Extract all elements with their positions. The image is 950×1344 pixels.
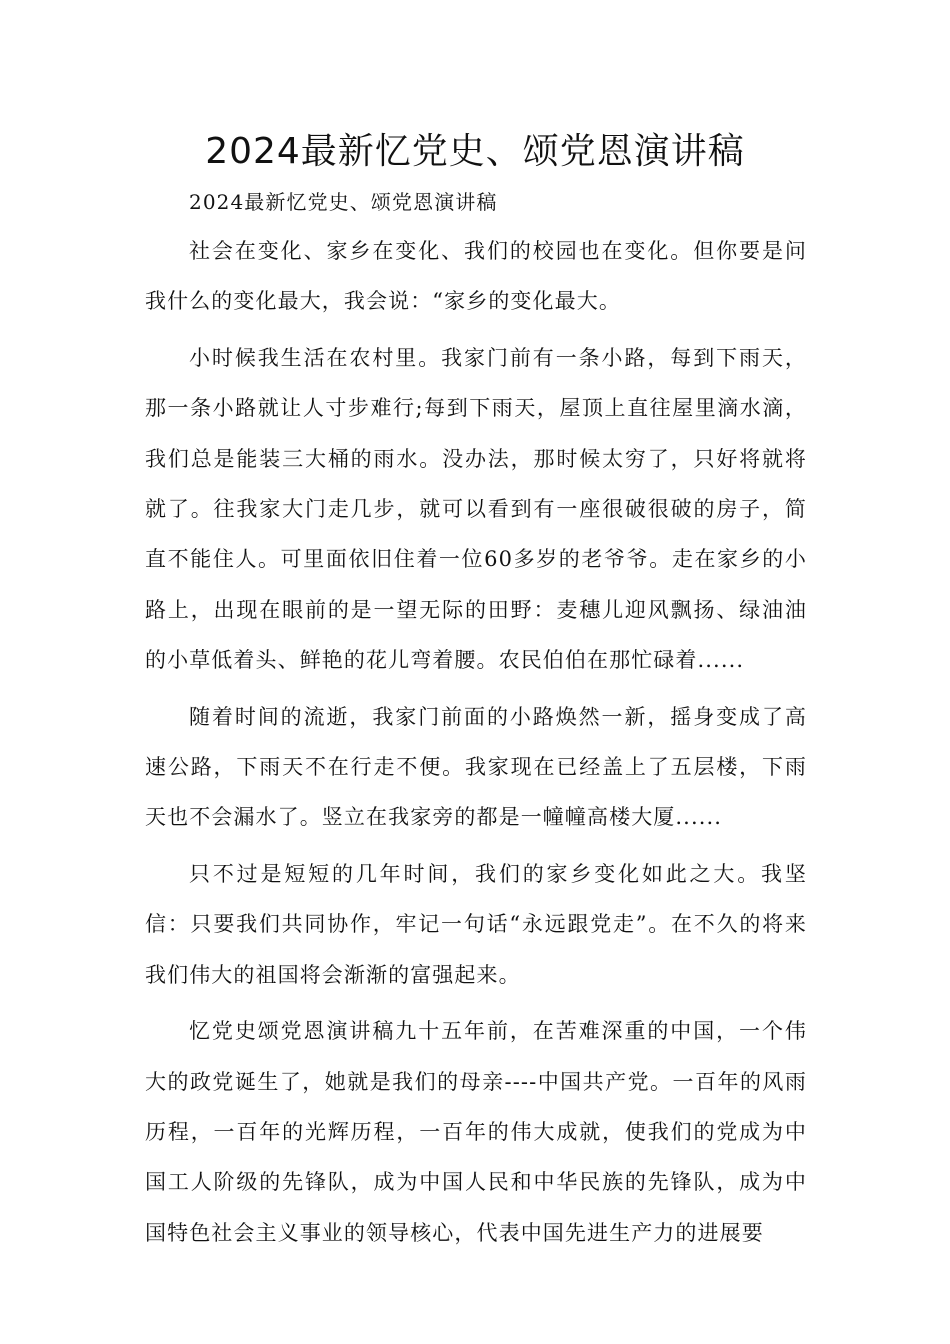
paragraph: 随着时间的流逝，我家门前面的小路焕然一新，摇身变成了高速公路，下雨天不在行走不便。我家现在已经盖上了五层楼，下雨天也不会漏水了。竖立在我家旁的都是一幢幢高楼大厦...... — [145, 704, 807, 830]
paragraph: 小时候我生活在农村里。我家门前有一条小路，每到下雨天，那一条小路就让人寸步难行;每到下雨天，屋顶上直往屋里滴水滴，我们总是能装三大桶的雨水。没办法，那时候太穷了，只好将就将就了。往我家大门走几步，就可以看到有一座很破很破的房子，简直不能住人。可里面依旧住着一位60多岁的老爷爷。走在家乡的小路上，出现在眼前的是一望无际的田野：麦穗儿迎风飘扬、绿油油的小草低着头、鲜艳的花儿弯着腰。农民伯伯在那忙碌着...... — [145, 345, 807, 673]
document-body — [145, 184, 807, 1258]
document-subtitle: 2024最新忆党史、颂党恩演讲稿 — [189, 190, 498, 214]
paragraph: 忆党史颂党恩演讲稿九十五年前，在苦难深重的中国，一个伟大的政党诞生了，她就是我们的母亲----中国共产党。一百年的风雨历程，一百年的光辉历程，一百年的伟大成就，使我们的党成为中国工人阶级的先锋队，成为中国人民和中华民族的先锋队，成为中国特色社会主义事业的领导核心，代表中国先进生产力的进展要 — [145, 1019, 807, 1245]
paragraph: 只不过是短短的几年时间，我们的家乡变化如此之大。我坚信：只要我们共同协作，牢记一句话“永远跟党走”。在不久的将来我们伟大的祖国将会渐渐的富强起来。 — [145, 861, 807, 987]
document-title: 2024最新忆党史、颂党恩演讲稿 — [205, 131, 745, 172]
paragraph: 社会在变化、家乡在变化、我们的校园也在变化。但你要是问我什么的变化最大，我会说：“家乡的变化最大。 — [145, 239, 807, 314]
